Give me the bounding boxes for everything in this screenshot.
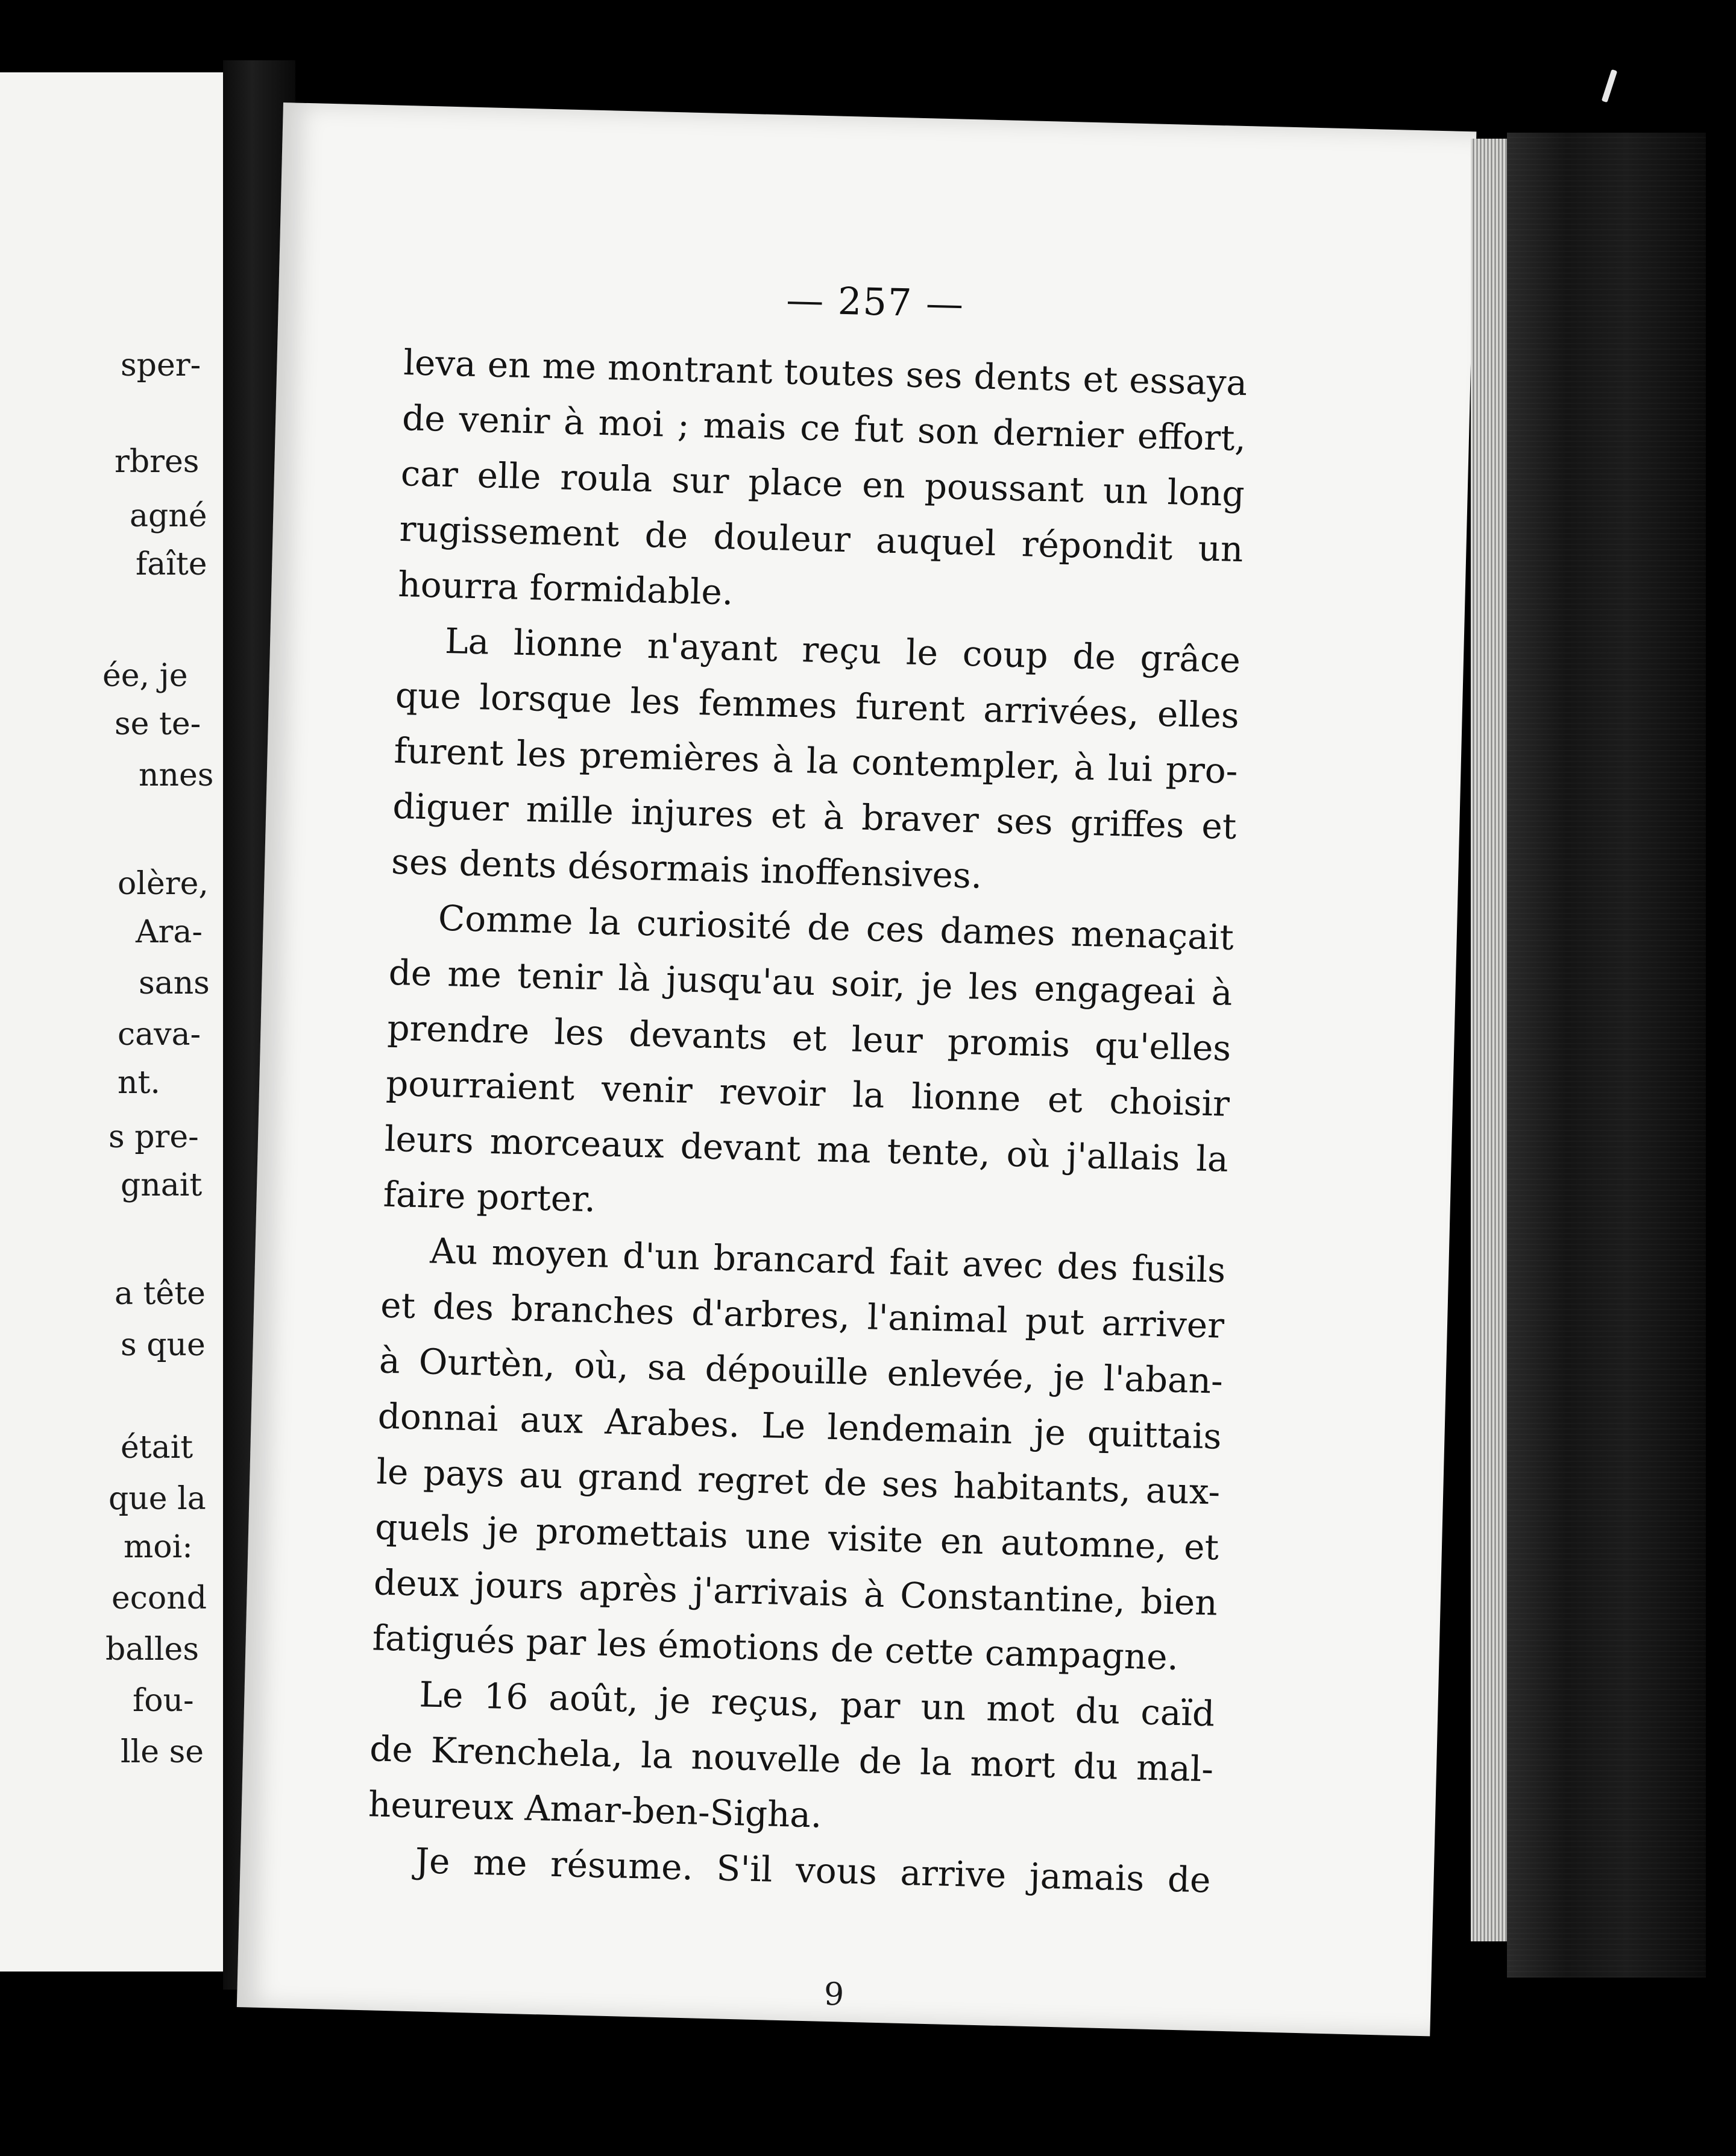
text-line: que lorsque les femmes furent arrivées, elles bbox=[395, 674, 1240, 737]
text-line: rugissement de douleur auquel répondit un bbox=[398, 508, 1244, 570]
text-line: faire porter. bbox=[382, 1173, 596, 1220]
left-page-fragment: Ara- bbox=[136, 914, 203, 950]
left-page-fragment: econd bbox=[112, 1580, 207, 1616]
text-line: hourra formidable. bbox=[397, 563, 734, 613]
left-page-fragment: se te- bbox=[115, 706, 201, 742]
page-body bbox=[366, 335, 1248, 1908]
left-page-fragment: nt. bbox=[118, 1065, 160, 1101]
paragraph-start-line: Le 16 août, je reçus, par un mot du caïd bbox=[418, 1674, 1215, 1735]
cover-texture bbox=[1507, 133, 1706, 1978]
left-page-fragment: fou- bbox=[133, 1683, 194, 1719]
text-line: de venir à moi ; mais ce fut son dernier effort, bbox=[401, 397, 1247, 459]
text-line: de me tenir là jusqu'au soir, je les engageai à bbox=[388, 951, 1233, 1013]
text-line: le pays au grand regret de ses habitants, aux- bbox=[376, 1451, 1221, 1513]
left-page-fragment: agné bbox=[130, 498, 207, 534]
left-page-fragment: s pre- bbox=[108, 1119, 199, 1155]
text-line: diguer mille injures et à braver ses griffes et bbox=[392, 785, 1237, 847]
page-number: — 257 — bbox=[785, 277, 965, 326]
text-line: à Ourtèn, où, sa dépouille enlevée, je l'aban- bbox=[379, 1340, 1224, 1402]
left-page-fragment: gnait bbox=[121, 1167, 203, 1203]
text-line: heureux Amar-ben-Sigha. bbox=[368, 1783, 823, 1836]
text-line: prendre les devants et leur promis qu'elles bbox=[386, 1007, 1231, 1069]
left-page-fragment: sper- bbox=[121, 347, 201, 383]
text-line: de Krenchela, la nouvelle de la mort du mal- bbox=[369, 1728, 1214, 1790]
text-line: leurs morceaux devant ma tente, où j'allais la bbox=[384, 1118, 1229, 1180]
paragraph-start-line: La lionne n'ayant reçu le coup de grâce bbox=[444, 620, 1241, 681]
left-page-fragment: olère, bbox=[118, 866, 209, 902]
left-page-fragment: que la bbox=[108, 1481, 206, 1517]
left-page-fragment: rbres bbox=[115, 444, 200, 480]
left-page-fragment: cava- bbox=[118, 1017, 201, 1053]
left-page-fragment: s que bbox=[121, 1327, 206, 1363]
text-line: fatigués par les émotions de cette campagne. bbox=[372, 1617, 1179, 1678]
text-line: leva en me montrant toutes ses dents et essaya bbox=[403, 342, 1248, 404]
left-page-fragment: a tête bbox=[115, 1276, 206, 1312]
left-page-fragment: faîte bbox=[136, 546, 207, 582]
text-line: car elle roula sur place en poussant un long bbox=[400, 452, 1245, 515]
text-line: furent les premières à la contempler, à lui pro- bbox=[393, 730, 1239, 792]
book-cover bbox=[1507, 133, 1706, 1978]
left-page-fragment: lle se bbox=[121, 1734, 204, 1770]
text-line: deux jours après j'arrivais à Constantine, bien bbox=[373, 1562, 1218, 1624]
paragraph-start-line: Je me résume. S'il vous arrive jamais de bbox=[414, 1840, 1212, 1901]
left-page-fragment: était bbox=[121, 1429, 193, 1466]
text-line: et des branches d'arbres, l'animal put arriver bbox=[380, 1284, 1225, 1346]
text-line: donnai aux Arabes. Le lendemain je quittais bbox=[377, 1395, 1222, 1457]
left-page-fragment: ée, je bbox=[102, 658, 188, 694]
paragraph-start-line: Comme la curiosité de ces dames menaçait bbox=[438, 897, 1234, 958]
text-line: quels je promettais une visite en automne, et bbox=[374, 1506, 1219, 1568]
scan-mark bbox=[1602, 69, 1618, 102]
left-page-fragment: nnes bbox=[139, 757, 214, 793]
current-page bbox=[237, 102, 1477, 2036]
left-page-fragment: balles bbox=[105, 1631, 200, 1668]
page-edges bbox=[1471, 139, 1507, 1941]
left-page-fragment: sans bbox=[139, 965, 210, 1001]
paragraph-start-line: Au moyen d'un brancard fait avec des fusils bbox=[429, 1230, 1226, 1291]
signature-mark: 9 bbox=[823, 1976, 844, 2013]
text-line: ses dents désormais inoffensives. bbox=[391, 840, 983, 897]
text-line: pourraient venir revoir la lionne et choisir bbox=[385, 1062, 1230, 1124]
left-page-fragment: moi: bbox=[124, 1529, 193, 1565]
previous-page bbox=[0, 72, 223, 1972]
